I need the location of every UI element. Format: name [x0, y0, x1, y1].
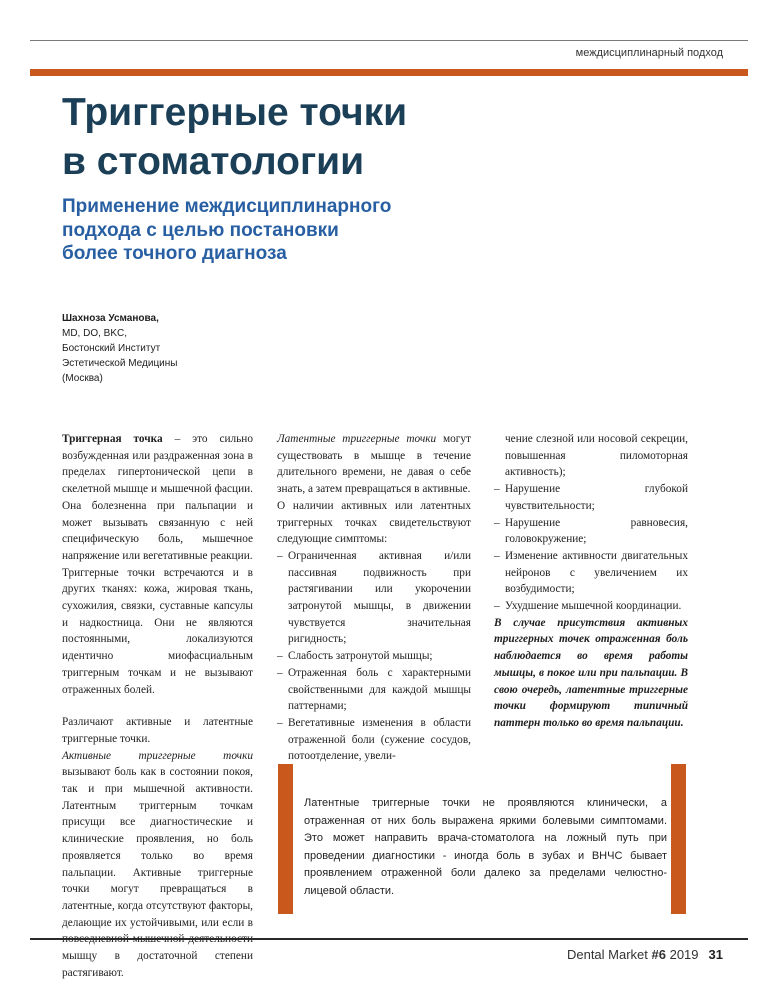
article-subtitle	[62, 195, 662, 266]
footer-rule	[30, 938, 748, 940]
subtitle-line-3: более точного диагноза	[62, 243, 287, 264]
text-column-2	[277, 431, 471, 765]
author-name: Шахноза Усманова,	[62, 313, 159, 324]
author-degrees: MD, DO, BKC,	[62, 328, 128, 339]
paragraph-text: вызывают боль как в состоянии покоя, так и при мышечной активности. Латентным триггерным точкам присущи все диагностические и клинические проявления, но боль проявляется только во время пальпации. Активные триггерные точки могут превращаться в латентные, когда отсутствуют факторы, делающие их устойчивыми, или если в мышцу в достаточной степени растягивают.	[62, 766, 253, 979]
term-active-points: Активные триггерные точки	[62, 749, 253, 762]
term-trigger-point: Триггерная точка	[62, 433, 163, 445]
paragraph-text: – это сильно возбужденная или раздраженная зона в пределах гипертонической цепи в скелетной мышце и мышечной фасции. Она болезненна при пальпации и может вызывать связанную с ней специфическую боль, мышечное напряжение или вегетативные реакции.	[62, 433, 254, 562]
article-title	[62, 88, 712, 186]
title-line-1: Триггерные точки	[62, 91, 408, 134]
header-rule	[30, 40, 748, 41]
paragraph: Различают активные и латентные триггерные точки.	[62, 716, 253, 745]
subtitle-line-2: подхода с целью постановки	[62, 219, 339, 241]
paragraph	[62, 748, 253, 982]
quote-bar-left	[278, 764, 293, 914]
term-latent-points: Латентные триггерные точки	[277, 433, 437, 445]
paragraph-gap	[62, 698, 253, 714]
text-column-3	[494, 431, 688, 732]
list-item: – Изменение активности двигательных нейронов с увеличением их возбудимости;	[494, 548, 688, 598]
footer	[567, 947, 723, 962]
paragraph	[277, 431, 471, 498]
magazine-name: Dental Market	[566, 947, 652, 962]
symptom-list-continued	[494, 481, 688, 615]
author-city: (Москва)	[62, 373, 103, 384]
author-block	[62, 311, 322, 386]
emphasis-paragraph: В случае присутствия активных триггерных точек отраженная боль наблюдается во время работы мышцы, в покое или при пальпации. В свою очередь, латентные триггерные точки формируют типичный паттерн только во время пальпации.	[494, 616, 688, 729]
author-affiliation-1: Бостонский Институт	[62, 343, 161, 354]
list-item: – Вегетативные изменения в области отраженной боли (сужение сосудов, потоотделение, увели-	[277, 715, 471, 765]
issue-number: #6	[651, 947, 666, 962]
issue-year: 2019	[665, 947, 699, 962]
list-item: – Слабость затронутой мышцы;	[277, 648, 471, 665]
list-item: – Нарушение равновесия, головокружение;	[494, 515, 688, 548]
accent-bar	[30, 69, 748, 76]
paragraph: Триггерные точки встречаются и в других тканях: кожа, жировая ткань, сухожилия, связки, суставные капсулы и надкостница. Они не являются постоянными, локализуются идентично миофасциальным триггерным точкам и не вызывают отраженных болей.	[62, 566, 253, 696]
page-number: 31	[708, 947, 723, 962]
paragraph	[62, 431, 253, 565]
subtitle-line-1: Применение междисциплинарного	[62, 196, 392, 217]
section-label: междисциплинарный подход	[575, 47, 723, 59]
title-line-2: в стоматологии	[62, 140, 365, 183]
symptom-list	[277, 548, 471, 765]
paragraph: О наличии активных или латентных триггерных точках свидетельствуют следующие симптомы:	[277, 499, 471, 546]
list-item: – Ограниченная активная и/или пассивная подвижность при растягивании или укорочении затронутой мышцы, в движении чувствуется значительная ригидность;	[277, 548, 471, 648]
author-affiliation-2: Эстетической Медицины	[62, 358, 178, 369]
quote-bar-right	[671, 764, 686, 914]
list-item: – Ухудшение мышечной координации.	[494, 598, 688, 615]
list-item: – Нарушение глубокой чувствительности;	[494, 481, 688, 514]
pull-quote: Латентные триггерные точки не проявляются клинически, а отраженная от них боль выражена яркими болевыми симптомами. Это может направить врача-стоматолога на ложный путь при проведении диагностики - иногда боль в зубах и ВНЧС бывает проявлением отраженной боли далеко за пределами челюстно-лицевой области.	[304, 797, 667, 897]
text-column-1	[62, 431, 253, 982]
list-continuation: чение слезной или носовой секреции, повышенная пиломоторная активность);	[505, 433, 688, 479]
paragraph-text: могут существовать в мышце в течение длительного времени, не давая о себе знать, а затем превращаться в активные.	[277, 433, 471, 496]
list-item: – Отраженная боль с характерными свойственными для каждой мышцы паттернами;	[277, 665, 471, 715]
